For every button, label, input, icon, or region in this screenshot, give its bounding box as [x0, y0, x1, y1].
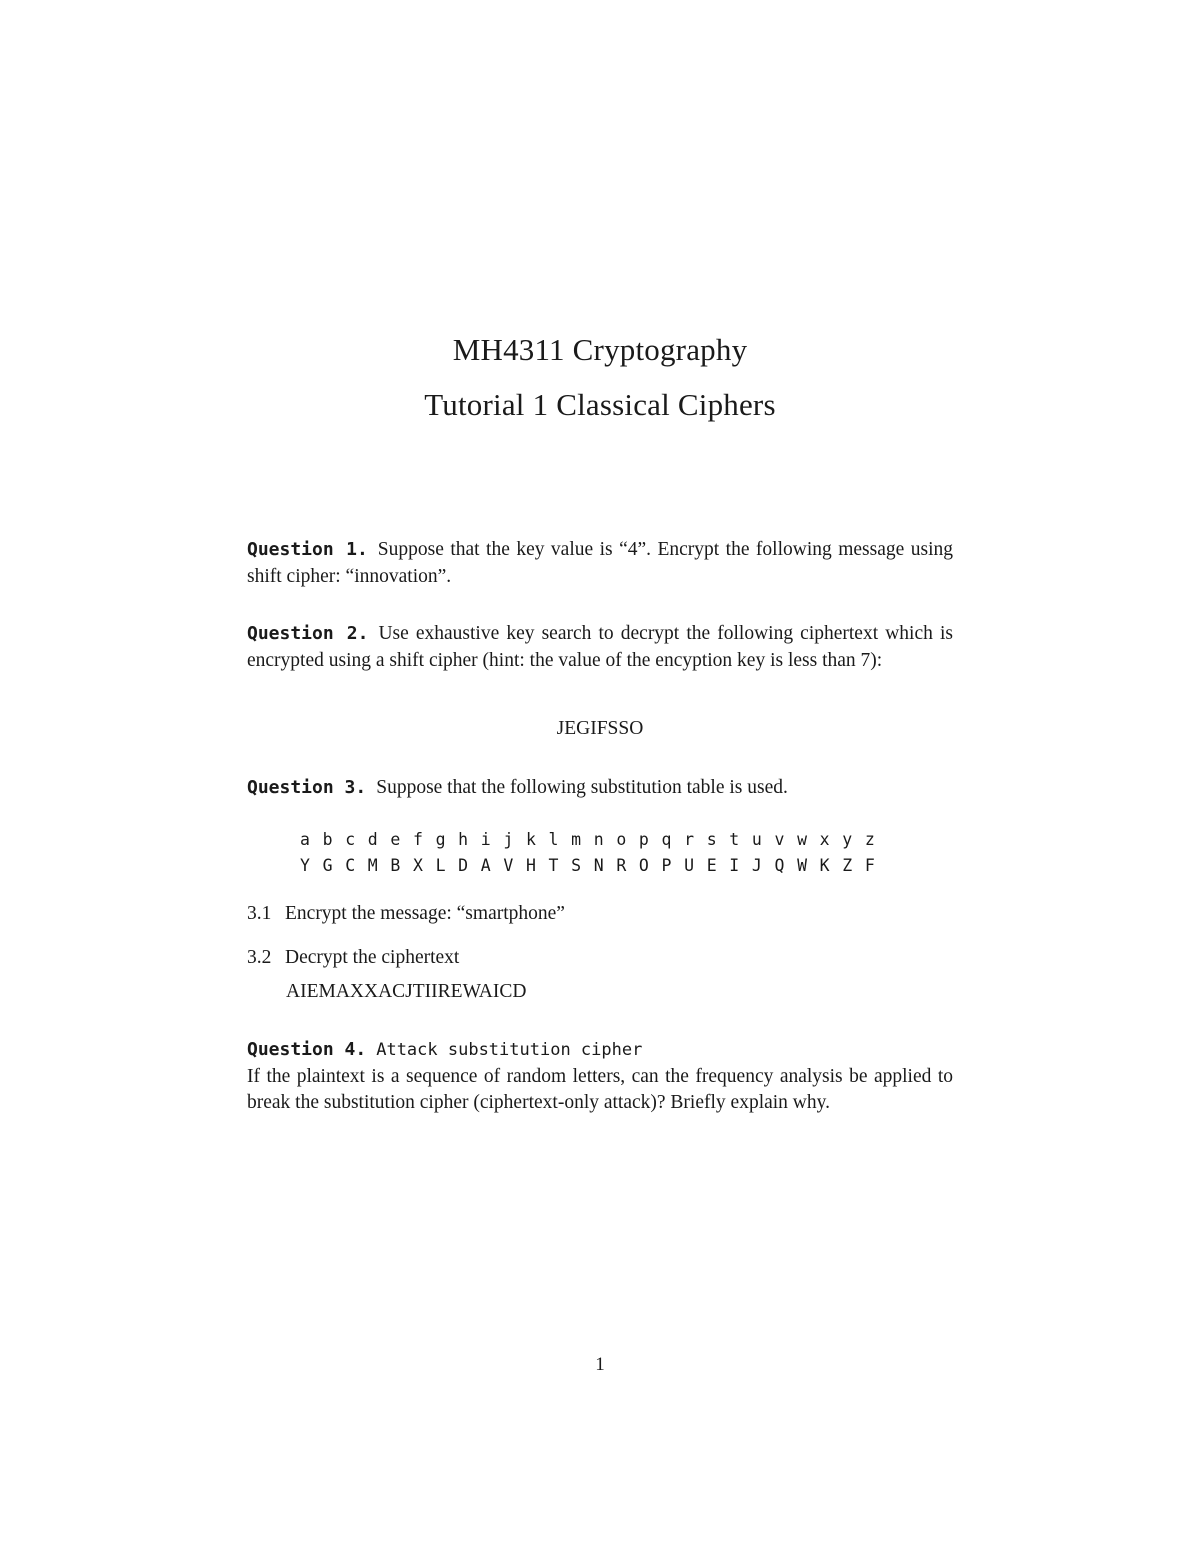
cipher-letter: Q: [774, 855, 785, 875]
cipher-letter: G: [322, 855, 333, 875]
cipher-letter: F: [864, 855, 875, 875]
substitution-cipher-row: [300, 852, 887, 878]
plain-letter: v: [774, 829, 785, 849]
cipher-letter: L: [435, 855, 446, 875]
cipher-letter: A: [480, 855, 491, 875]
question-3-label: Question 3.: [247, 777, 367, 798]
plain-letter: w: [797, 829, 807, 849]
question-3-text: Suppose that the following substitution table is used.: [376, 777, 788, 798]
cipher-letter: E: [706, 855, 717, 875]
question-4-title: Attack substitution cipher: [376, 1040, 643, 1060]
cipher-letter: R: [616, 855, 627, 875]
plain-letter: u: [751, 829, 762, 849]
question-2-label: Question 2.: [247, 623, 369, 644]
plain-letter: g: [435, 829, 446, 849]
cipher-letter: Z: [842, 855, 853, 875]
question-2: [247, 621, 953, 674]
question-3-item-2: [247, 945, 953, 972]
cipher-letter: X: [412, 855, 423, 875]
plain-letter: e: [390, 829, 401, 849]
cipher-letter: O: [638, 855, 649, 875]
plain-letter: c: [345, 829, 356, 849]
item-number: 3.1: [247, 903, 272, 924]
plain-letter: j: [503, 829, 514, 849]
cipher-letter: B: [390, 855, 401, 875]
cipher-letter: P: [661, 855, 672, 875]
plain-letter: p: [638, 829, 649, 849]
plain-letter: b: [322, 829, 333, 849]
plain-letter: l: [548, 829, 559, 849]
question-1: [247, 537, 953, 590]
cipher-letter: H: [525, 855, 536, 875]
document-title: MH4311 Cryptography: [452, 332, 748, 367]
plain-letter: m: [571, 829, 582, 849]
cipher-letter: U: [684, 855, 695, 875]
page-number: 1: [595, 1354, 605, 1375]
question-2-text: Use exhaustive key search to decrypt the following ciphertext which is encrypted using a shift cipher (hint: the value of the encyption key is less than 7):: [247, 623, 953, 671]
cipher-letter: M: [367, 855, 378, 875]
cipher-letter: Y: [300, 855, 310, 875]
cipher-letter: N: [593, 855, 604, 875]
plain-letter: q: [661, 829, 672, 849]
plain-letter: o: [616, 829, 627, 849]
plain-letter: x: [819, 829, 830, 849]
plain-letter: f: [412, 829, 423, 849]
plain-letter: s: [706, 829, 717, 849]
item-text: Decrypt the ciphertext: [285, 947, 460, 968]
plain-letter: a: [300, 829, 310, 849]
document-subtitle: Tutorial 1 Classical Ciphers: [424, 387, 776, 422]
cipher-letter: K: [819, 855, 830, 875]
question-4-text: If the plaintext is a sequence of random letters, can the frequency analysis be applied to break the substitution cipher (ciphertext-only attack)? Briefly explain why.: [247, 1065, 953, 1113]
question-4: [247, 1037, 953, 1117]
plain-letter: z: [864, 829, 875, 849]
question-3-ciphertext: AIEMAXXACJTIIREWAICD: [286, 981, 527, 1002]
plain-letter: i: [480, 829, 491, 849]
item-number: 3.2: [247, 947, 272, 968]
question-3-item-1: [247, 901, 953, 928]
plain-letter: d: [367, 829, 378, 849]
item-text: Encrypt the message: “smartphone”: [285, 903, 565, 924]
cipher-letter: C: [345, 855, 356, 875]
substitution-table: [300, 826, 887, 878]
cipher-letter: T: [548, 855, 559, 875]
question-1-text: Suppose that the key value is “4”. Encrypt the following message using shift cipher: “innovation”.: [247, 539, 953, 587]
cipher-letter: V: [503, 855, 514, 875]
question-4-label: Question 4.: [247, 1039, 367, 1060]
plain-letter: n: [593, 829, 604, 849]
question-1-label: Question 1.: [247, 539, 368, 560]
plain-letter: h: [458, 829, 469, 849]
cipher-letter: D: [458, 855, 469, 875]
question-2-ciphertext: JEGIFSSO: [556, 718, 644, 739]
plain-letter: r: [684, 829, 695, 849]
cipher-letter: I: [729, 855, 740, 875]
cipher-letter: S: [571, 855, 582, 875]
question-3: [247, 775, 953, 802]
cipher-letter: J: [751, 855, 762, 875]
substitution-plain-row: [300, 826, 887, 852]
plain-letter: y: [842, 829, 853, 849]
plain-letter: k: [525, 829, 536, 849]
plain-letter: t: [729, 829, 740, 849]
cipher-letter: W: [797, 855, 807, 875]
